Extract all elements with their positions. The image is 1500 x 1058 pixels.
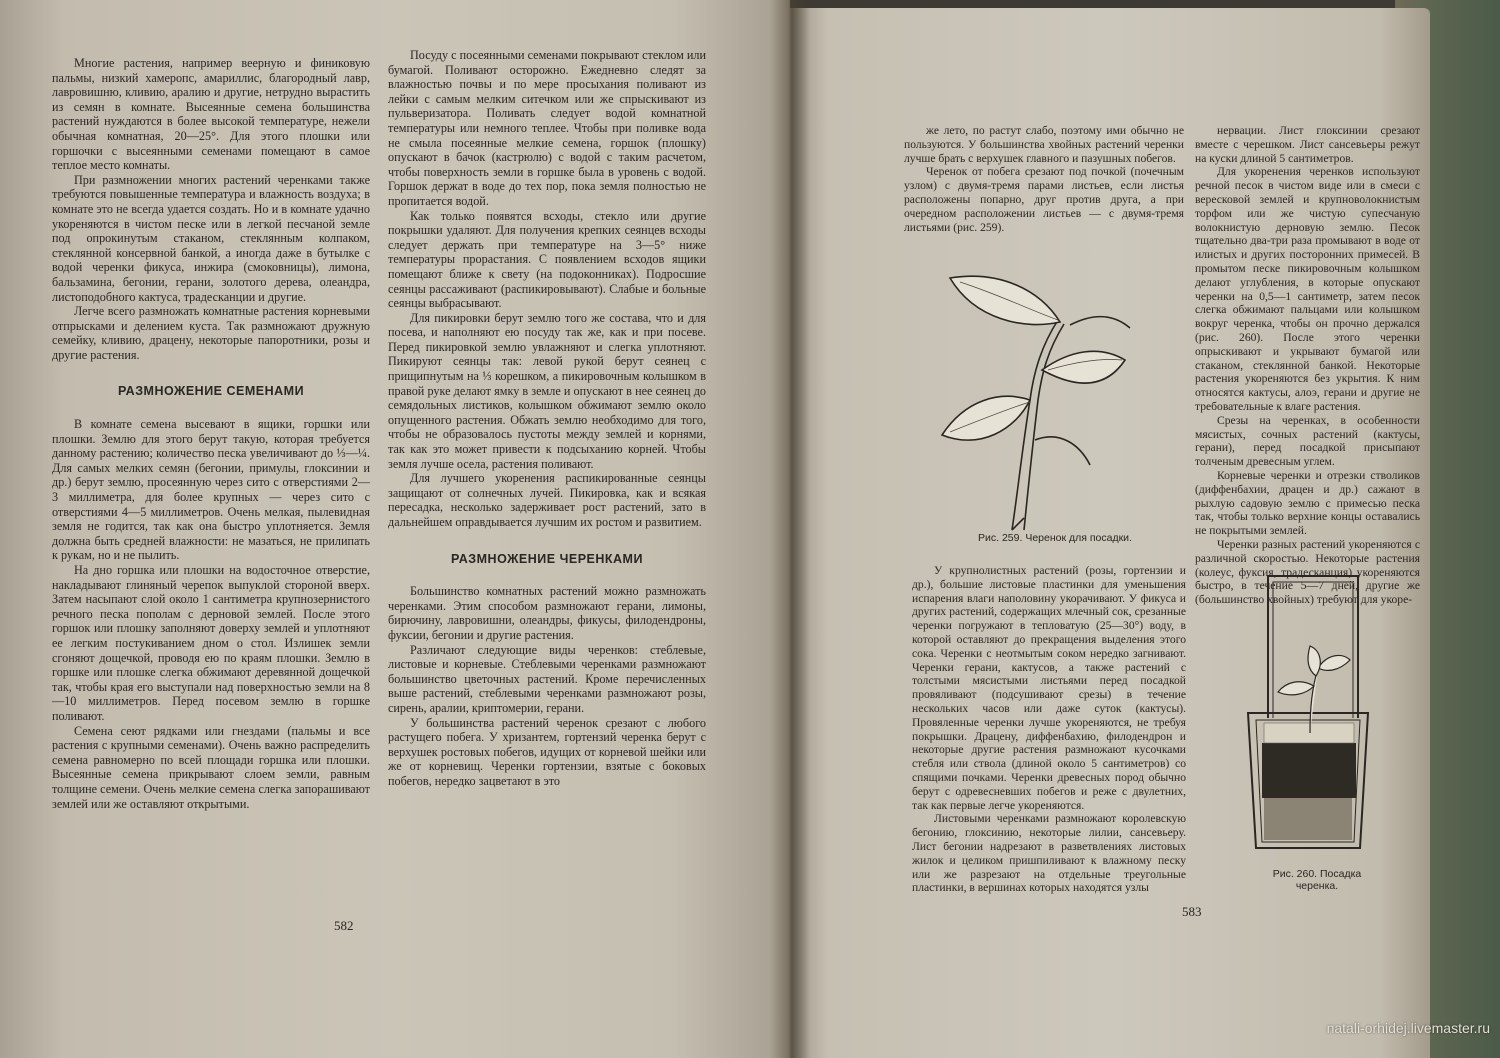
paragraph: Семена сеют рядками или гнездами (пальмы и все растения с крупными семенами). Очень важно распределить семена равномерно по всей площади горшка или плошки. Высеянные семена прикрывают слоем земли, равным толщине семени. Очень мелкие семена слегка запорашивают землей или же оставляют открытыми.: [52, 723, 370, 811]
left-page-column-2: [388, 48, 706, 789]
paragraph: Как только появятся всходы, стекло или другие покрышки удаляют. Для получения крепких сеянцев всходы следует держать при температуре на 3—5° ниже температуры прорастания. С появлением всходов ящики помещают ближе к свету (на подоконниках). Подросшие сеянцы рассаживают (распикировывают). Слабые и больные сеянцы выбрасывают.: [388, 208, 706, 311]
paragraph: Листовыми черенками размножают королевскую бегонию, глоксинию, некоторые лилии, сансевьеру. Лист бегонии надрезают в разветвлениях листовых жилок и целиком пришпиливают к влажному песку или же разрезают на отдельные треугольные пластинки, в вершинах которых находятся узлы: [912, 812, 1186, 895]
right-page: [790, 8, 1430, 1058]
paragraph: Для лучшего укоренения распикированные сеянцы защищают от солнечных лучей. Пикировка, как и всякая пересадка, несколько задерживает рост растений, зато в дальнейшем оправдывается лучшим их ростом и развитием.: [388, 471, 706, 529]
figure-259-caption: Рис. 259. Черенок для посадки.: [978, 532, 1132, 544]
paragraph: Для укоренения черенков используют речной песок в чистом виде или в смеси с вересковой землей и крупноволокнистым торфом или же чистую супесчаную волокнистую дерновую землю. Песок тщательно два-три раза промывают в воде от илистых и других посторонних примесей. В промытом песке пикировочным колышком делают углубления, в которые опускают черенки на 0,5—1 сантиметр, затем песок слегка обжимают пальцами или колышком вокруг черенка, чтобы он прочно держался (рис. 260). После этого черенки опрыскивают и укрывают бумагой или стаканом, стеклянной банкой. Некоторые растения укореняются без укрытия. К ним относятся кактусы, алоэ, герани и другие не требовательные к влаге растения.: [1195, 165, 1420, 413]
watermark-text: natali-orhidej.livemaster.ru: [1326, 1020, 1490, 1036]
right-page-column-1: [904, 124, 1184, 234]
paragraph: При размножении многих растений черенками также требуются повышенные температура и влажность воздуха; в комнате это не всегда удается создать. Но и в комнате удачно укореняются в чистом песке или в легкой песчаной земле под опрокинутым стаканом, стеклянным колпаком, стеклянной консервной банкой, а иногда даже в бутылке с водой черенки фикуса, инжира (смоковницы), лимона, бальзамина, бегонии, герани, золотого дерева, олеандра, листоподобного кактуса, традесканции и другие.: [52, 172, 370, 304]
paragraph: Большинство комнатных растений можно размножать черенками. Этим способом размножают герани, лимоны, бирючину, лавровишни, олеандры, фикусы, филодендроны, фуксии, бегонии и другие растения.: [388, 584, 706, 642]
right-page-column-2: [1195, 124, 1420, 607]
left-page-column-1: [52, 56, 370, 811]
figure-260-caption: Рис. 260. Посадка черенка.: [1272, 868, 1362, 892]
book-gutter: [770, 0, 810, 1058]
section-heading-seeds: РАЗМНОЖЕНИЕ СЕМЕНАМИ: [117, 384, 305, 399]
paragraph: У крупнолистных растений (розы, гортензии и др.), большие листовые пластинки для уменьшения испарения влаги наполовину укорачивают. У фикуса и других растений, содержащих млечный сок, срезанные черенки погружают в тепловатую (25—30°) воду, в которой оставляют до прекращения выделения этого сока. Черенки с неотмытым соком нередко загнивают. Черенки герани, кактусов, а также растений с толстыми мясистыми листьями перед посадкой провяливают (подсушивают срезы) в течение нескольких часов или даже суток (кактусы). Провяленные черенки лучше укореняются, не требуя покрышки. Драцену, диффенбахию, филодендрон и некоторые другие растения размножают кусочками стебля или ствола (длиной около 5 сантиметров) со спящими почками. Черенки древесных пород обычно берут с одревесневших побегов и реже с двулетних, так как первые легче укореняются.: [912, 564, 1186, 812]
paragraph: Срезы на черенках, в особенности мясистых, сочных растений (кактусы, герани), перед посадкой присыпают толченым древесным углем.: [1195, 413, 1420, 469]
section-heading-cuttings: РАЗМНОЖЕНИЕ ЧЕРЕНКАМИ: [451, 551, 643, 566]
paragraph: У большинства растений черенок срезают с любого растущего побега. У хризантем, гортензий черенка берут с верхушек ростовых побегов, идущих от корневой шейки или же от корневищ. Черенки гортензии, взятые с боковых побегов, нередко зацветают в это: [388, 715, 706, 788]
paragraph: Черенок от побега срезают под почкой (почечным узлом) с двумя-тремя парами листьев, если листья расположены попарно, друг против друга, а при очередном расположении листьев — с двумя-тремя листьями (рис. 259).: [904, 165, 1184, 234]
paragraph: нервации. Лист глоксинии срезают вместе с черешком. Лист сансевьеры режут на куски длиной 5 сантиметров.: [1195, 124, 1420, 165]
paragraph: Для пикировки берут землю того же состава, что и для посева, и наполняют ею посуду так же, как и при посеве. Перед пикировкой землю увлажняют и слегка уплотняют. Пикируют сеянцы так: левой рукой берут сеянец с прищипнутым на ⅓ корешком, а пикировочным колышком в правой руке делают ямку в земле и опускают в нее сеянец до семядольных листиков, колышком обжимают землю около опущенного растения. Обжать землю необходимо для того, чтобы не образовалось пустоты между землей и корнями, так как это может привести к подсыханию корней. Чтобы земля лучше осела, растения поливают.: [388, 310, 706, 471]
paragraph: Корневые черенки и отрезки стволиков (диффенбахии, драцен и др.) сажают в рыхлую садовую землю с примесью песка так, чтобы только верхние концы оставались не покрытыми землей.: [1195, 468, 1420, 538]
paragraph: Легче всего размножать комнатные растения корневыми отпрысками и делением куста. Так размножают дружную семейку, кливию, драцену, некоторые папоротники, розы и другие растения.: [52, 304, 370, 362]
paragraph: Черенки разных растений укореняются с различной скоростью. Некоторые растения (колеус, фуксия, традесканция) укореняются быстро, в течение 5—7 дней, другие же (большинство хвойных) требуют для укоре-: [1195, 537, 1420, 607]
paragraph: же лето, по растут слабо, поэтому ими обычно не пользуются. У большинства хвойных растений черенки лучше брать с верхушек главного и пазушных побегов.: [904, 124, 1184, 165]
paragraph: В комнате семена высевают в ящики, горшки или плошки. Землю для этого берут такую, которая требуется данному растению; количество песка увеличивают до ⅓—¼. Для самых мелких семян (бегонии, примулы, глоксинии и др.) берут землю, просеянную через сито с отверстиями 2—3 миллиметра, для более крупных — через сито с отверстиями 4—5 миллиметров. Очень мелкая, пылевидная земля не годится, так как она быстро уплотняется. Земля должна быть средней влажности: не мазаться, не прилипать к рукам, но и не пылить.: [52, 417, 370, 563]
paragraph: Различают следующие виды черенков: стеблевые, листовые и корневые. Стеблевыми черенками размножают большинство цветочных растений. Кроме перечисленных выше растений, стеблевыми черенками размножают розы, сирень, аралии, криптомерии, герани.: [388, 642, 706, 715]
paragraph: Многие растения, например веерную и финиковую пальмы, низкий хамеропс, амариллис, благородный лавр, лавровишню, кливию, аралию и другие, нетрудно вырастить из семян в комнате. Высеянные семена большинства растений нуждаются в более высокой температуре, нежели обычная комнатная, 20—25°. Для этого плошки или горшочки с высеянными семенами помещают в самое теплое место комнаты.: [52, 56, 370, 173]
page-number-left: 582: [334, 918, 354, 933]
page-number-right: 583: [1182, 904, 1202, 919]
paragraph: На дно горшка или плошки на водосточное отверстие, накладывают глиняный черепок выпуклой стороной вверх. Затем насыпают слой около 1 сантиметра крупнозернистого речного песка пополам с дерновой землей. После этого горшок или плошку заполняют доверху землей и уплотняют ее легким постукиванием дном о стол. Излишек земли сгоняют дощечкой, проводя ею по краям плошки. Землю в горшке или плошке слегка обжимают деревянной дощечкой так, чтобы края его выступали над поверхностью земли на 8—10 миллиметров. Перед посевом землю в горшке поливают.: [52, 563, 370, 723]
paragraph: Посуду с посеянными семенами покрывают стеклом или бумагой. Поливают осторожно. Ежедневно следят за влажностью почвы и по мере просыхания поливают из лейки с самым мелким ситечком или же спрыскивают из пульверизатора. Поливать следует водой комнатной температуры или немного теплее. Чтобы при поливке вода не смыла посеянные мелкие семена, горшок (плошку) опускают в бачок (кастрюлю) с водой с таким расчетом, чтобы поверхность земли в горшке была в уровень с водой. Горшок держат в воде до тех пор, пока земля полностью не пропитается водой.: [388, 48, 706, 208]
figure-260-planting-illustration: [1238, 568, 1378, 858]
right-page-column-3: [912, 564, 1186, 895]
figure-259-cutting-illustration: [930, 250, 1150, 535]
